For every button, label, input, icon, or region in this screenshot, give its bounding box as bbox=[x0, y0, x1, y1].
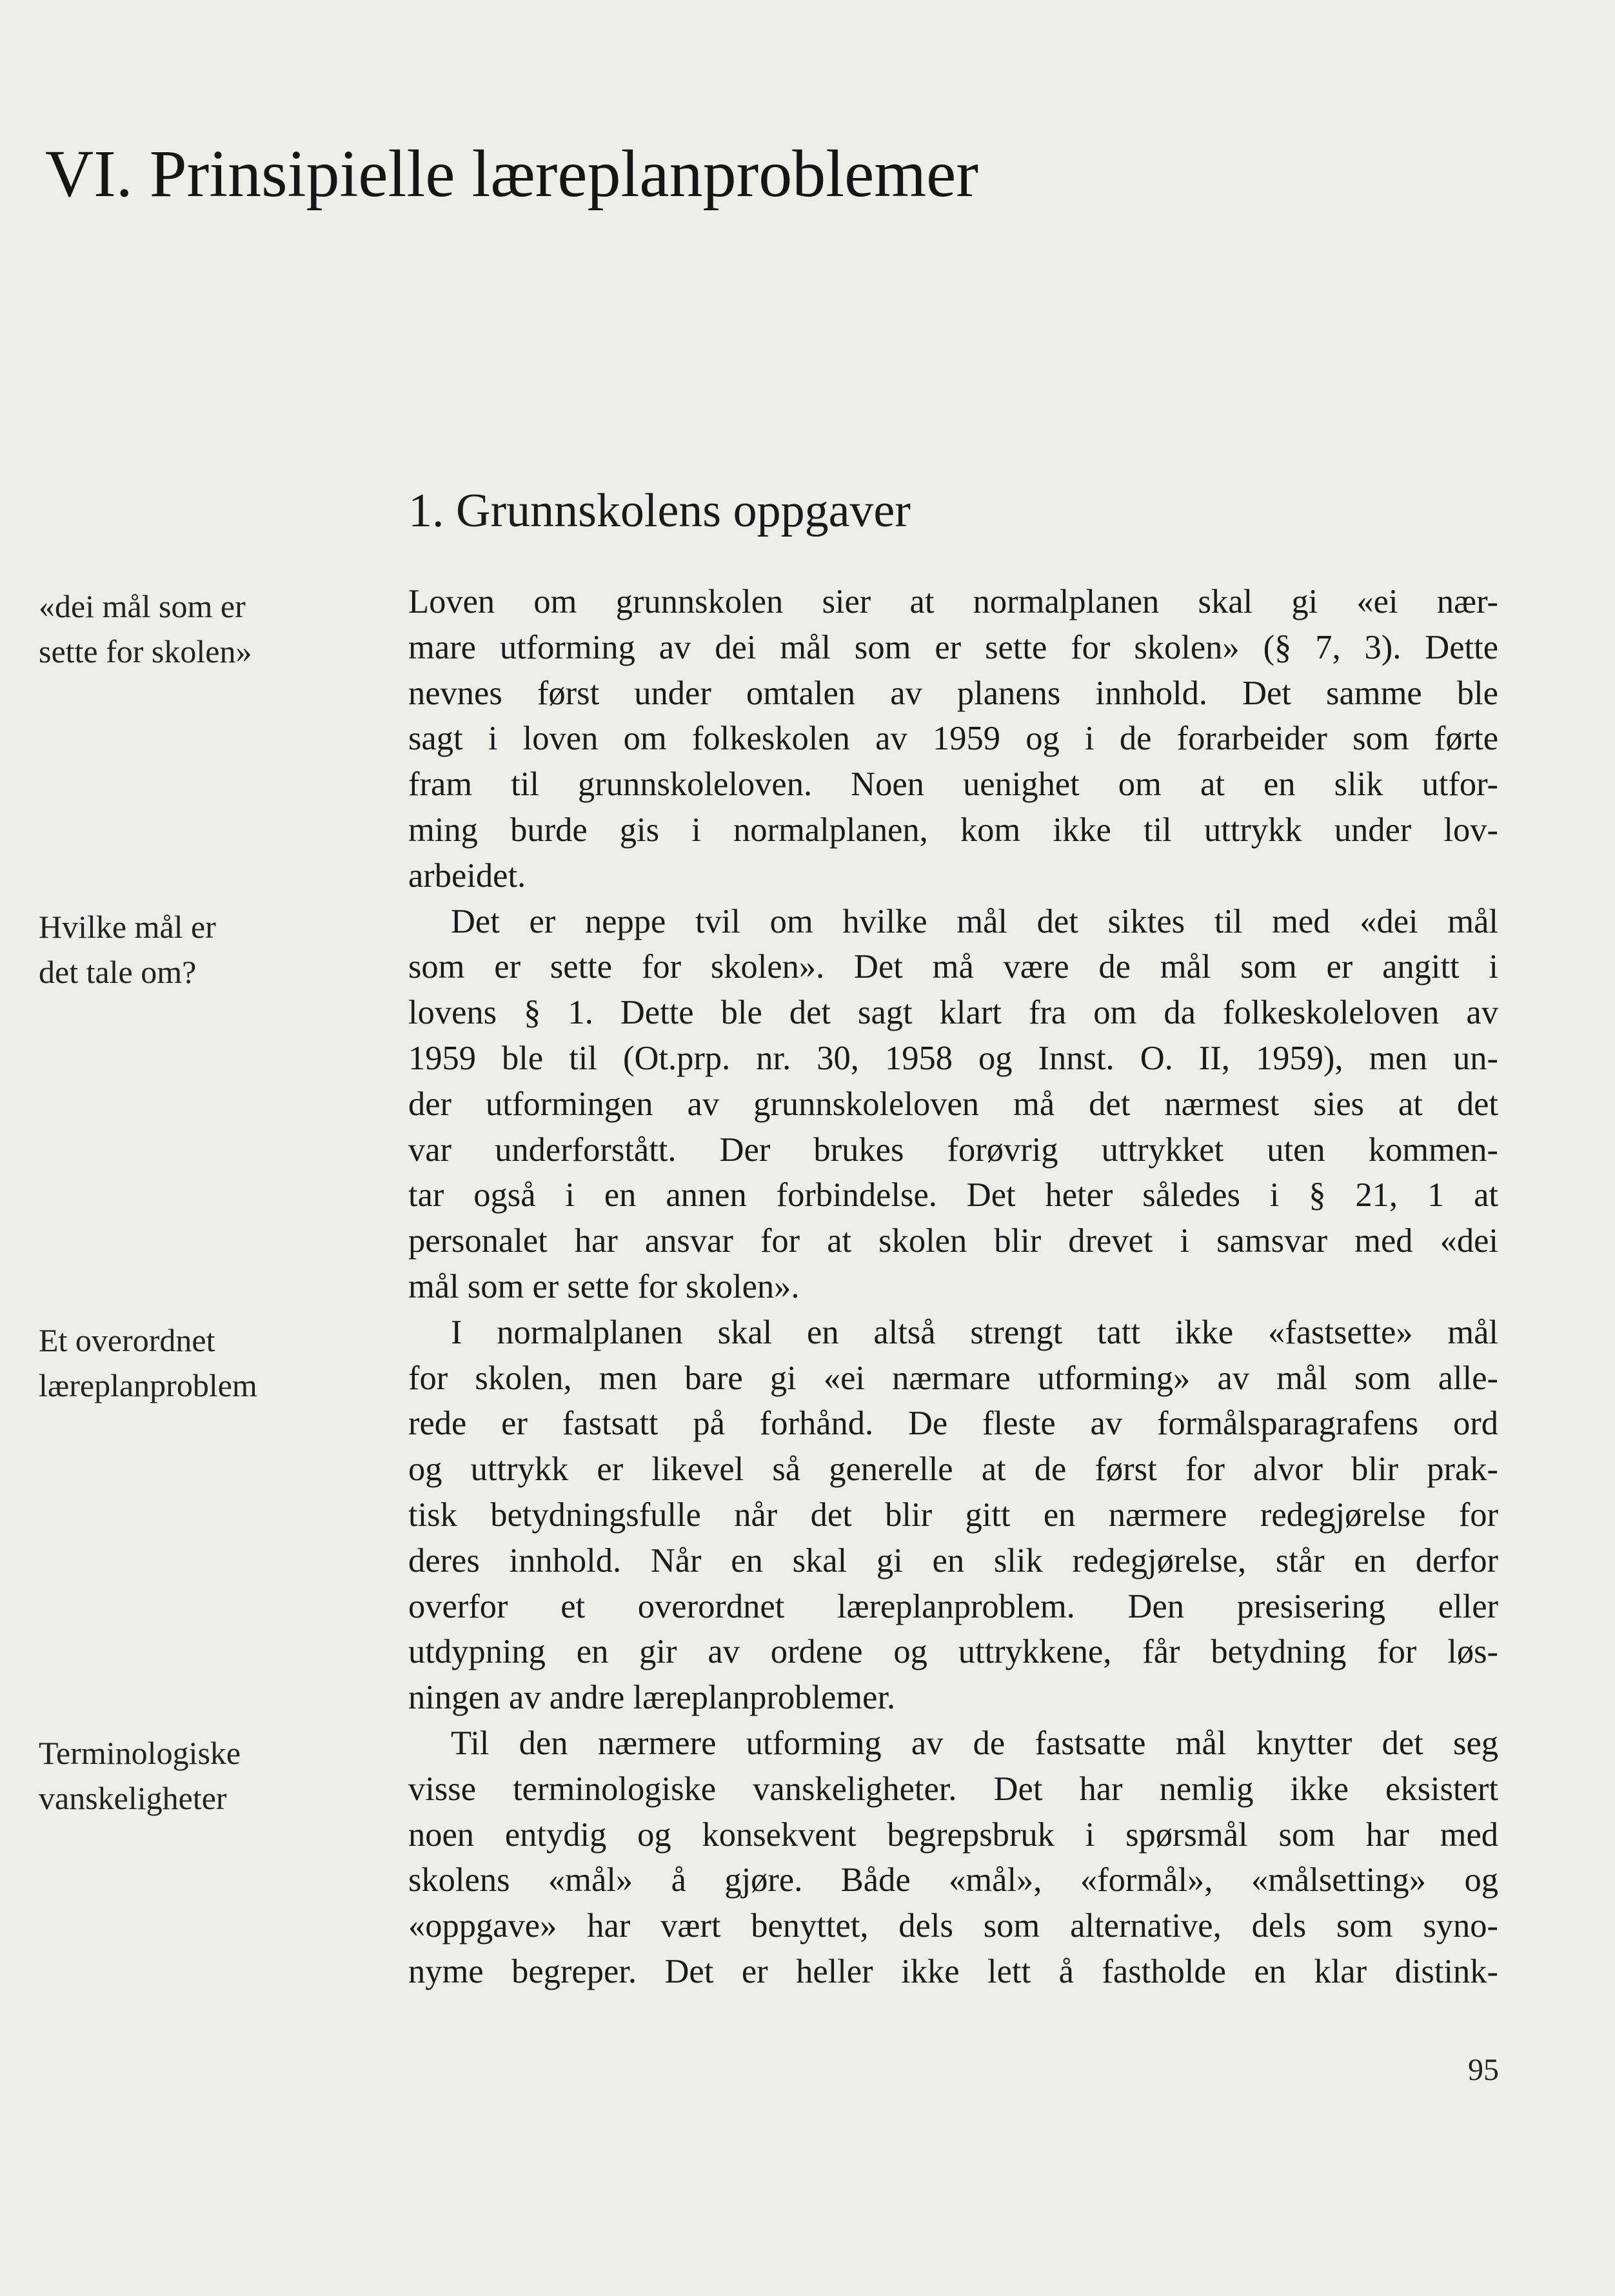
text-line: for skolen, men bare gi «ei nærmare utforming» av mål som alle- bbox=[408, 1359, 1498, 1397]
text-line: I normalplanen skal en altså strengt tatt ikke «fastsette» mål bbox=[451, 1313, 1498, 1351]
text-line: ming burde gis i normalplanen, kom ikke til uttrykk under lov- bbox=[408, 811, 1498, 849]
margin-note-line: vanskeligheter bbox=[39, 1780, 227, 1816]
text-line: overfor et overordnet læreplanproblem. Den presisering eller bbox=[408, 1587, 1498, 1625]
margin-note-line: Terminologiske bbox=[39, 1735, 241, 1771]
text-line: skolens «mål» å gjøre. Både «mål», «formål», «målsetting» og bbox=[408, 1861, 1498, 1899]
margin-note-line: Et overordnet bbox=[39, 1322, 215, 1358]
text-line: Det er neppe tvil om hvilke mål det siktes til med «dei mål bbox=[451, 902, 1498, 940]
text-line: noen entydig og konsekvent begrepsbruk i spørsmål som har med bbox=[408, 1816, 1498, 1854]
text-line: «oppgave» har vært benyttet, dels som alternative, dels som syno- bbox=[408, 1907, 1498, 1945]
text-line: mare utforming av dei mål som er sette for skolen» (§ 7, 3). Dette bbox=[408, 628, 1498, 666]
text-line: arbeidet. bbox=[408, 856, 526, 895]
body-text bbox=[408, 579, 1498, 1995]
margin-note-line: sette for skolen» bbox=[39, 633, 252, 669]
text-line: utdypning en gir av ordene og uttrykkene, får betydning for løs- bbox=[408, 1633, 1498, 1671]
text-line: personalet har ansvar for at skolen blir drevet i samsvar med «dei bbox=[408, 1222, 1498, 1260]
paragraph-2 bbox=[408, 899, 1498, 1310]
text-line: tisk betydningsfulle når det blir gitt en nærmere redegjørelse for bbox=[408, 1496, 1498, 1534]
margin-note-line: Hvilke mål er bbox=[39, 909, 216, 945]
margin-note-line: «dei mål som er bbox=[39, 588, 246, 624]
chapter-title: VI. Prinsipielle læreplanproblemer bbox=[45, 137, 978, 211]
margin-note-line: det tale om? bbox=[39, 954, 197, 990]
margin-note-4 bbox=[39, 1730, 374, 1821]
text-line: rede er fastsatt på forhånd. De fleste av formålsparagrafens ord bbox=[408, 1405, 1498, 1443]
text-line: Loven om grunnskolen sier at normalplanen skal gi «ei nær- bbox=[408, 583, 1498, 620]
text-line: Til den nærmere utforming av de fastsatte mål knytter det seg bbox=[451, 1724, 1498, 1762]
text-line: mål som er sette for skolen». bbox=[408, 1267, 800, 1305]
text-line: var underforstått. Der brukes forøvrig uttrykket uten kommen- bbox=[408, 1131, 1498, 1169]
margin-note-line: læreplanproblem bbox=[39, 1367, 257, 1403]
margin-note-3 bbox=[39, 1318, 374, 1408]
text-line: der utformingen av grunnskoleloven må det nærmest sies at det bbox=[408, 1085, 1498, 1123]
margin-note-1 bbox=[39, 584, 374, 674]
text-line: lovens § 1. Dette ble det sagt klart fra om da folkeskoleloven av bbox=[408, 994, 1498, 1032]
text-line: fram til grunnskoleloven. Noen uenighet om at en slik utfor- bbox=[408, 766, 1498, 804]
text-line: sagt i loven om folkeskolen av 1959 og i de forarbeider som førte bbox=[408, 720, 1498, 758]
text-line: tar også i en annen forbindelse. Det heter således i § 21, 1 at bbox=[408, 1176, 1498, 1214]
section-title: 1. Grunnskolens oppgaver bbox=[408, 484, 911, 537]
paragraph-3 bbox=[408, 1310, 1498, 1721]
paragraph-4 bbox=[408, 1721, 1498, 1995]
text-line: visse terminologiske vanskeligheter. Det har nemlig ikke eksistert bbox=[408, 1770, 1498, 1808]
text-line: som er sette for skolen». Det må være de mål som er angitt i bbox=[408, 948, 1498, 986]
text-line: nevnes først under omtalen av planens innhold. Det samme ble bbox=[408, 674, 1498, 712]
text-line: og uttrykk er likevel så generelle at de først for alvor blir prak- bbox=[408, 1450, 1498, 1489]
text-line: deres innhold. Når en skal gi en slik redegjørelse, står en derfor bbox=[408, 1541, 1498, 1579]
text-line: ningen av andre læreplanproblemer. bbox=[408, 1679, 896, 1717]
page-number: 95 bbox=[1468, 2053, 1499, 2087]
text-line: 1959 ble til (Ot.prp. nr. 30, 1958 og Innst. O. II, 1959), men un- bbox=[408, 1039, 1498, 1077]
margin-note-2 bbox=[39, 904, 374, 995]
paragraph-1 bbox=[408, 579, 1498, 899]
text-line: nyme begreper. Det er heller ikke lett å fastholde en klar distink- bbox=[408, 1952, 1498, 1990]
